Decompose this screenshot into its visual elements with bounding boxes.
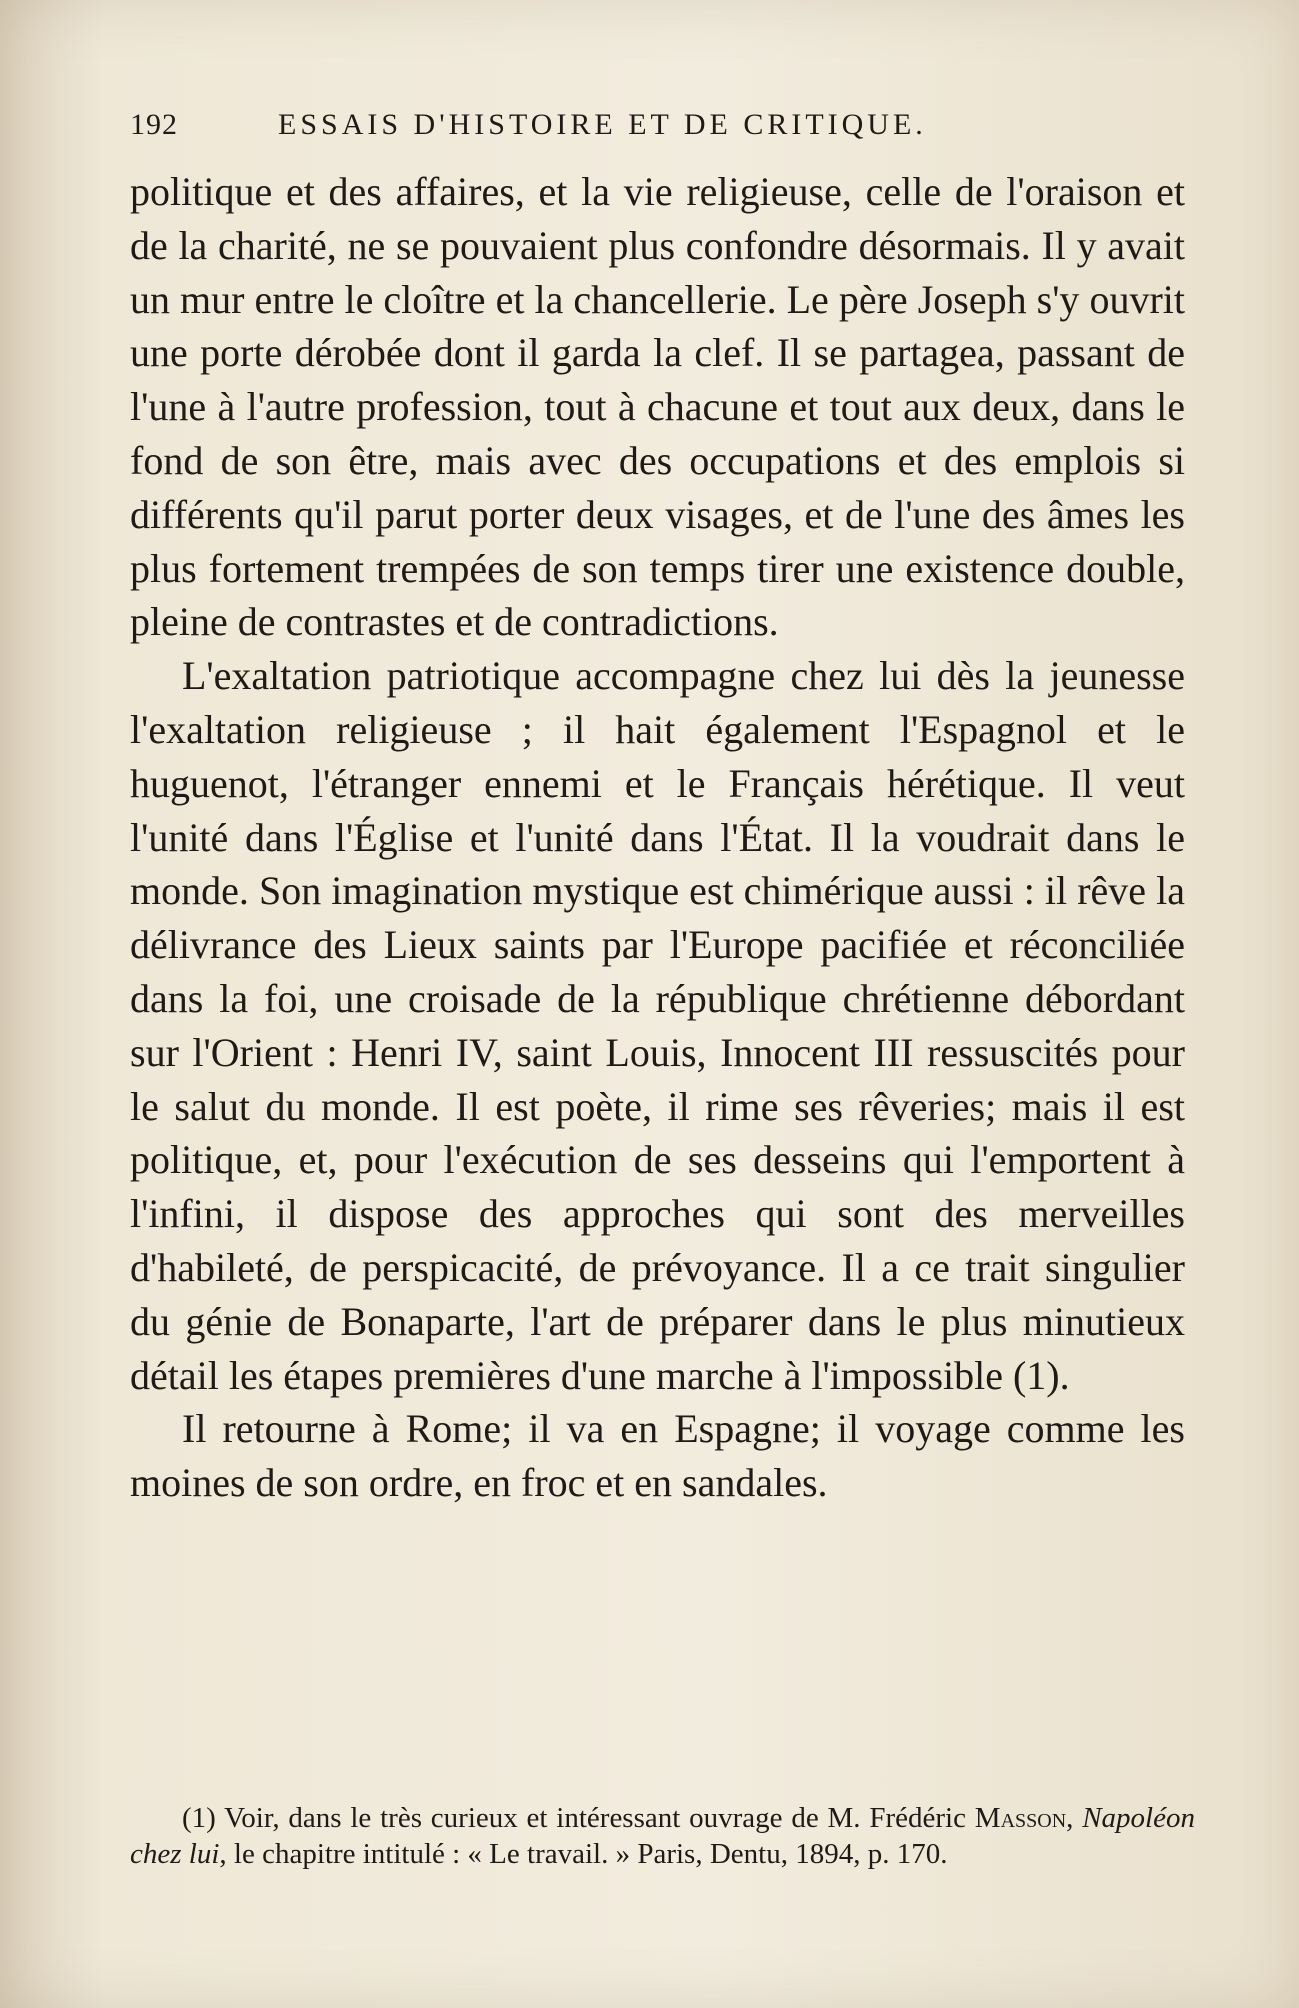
footnote-lead: (1) Voir, dans le très curieux et intéressant ouvrage de M. Frédéric xyxy=(182,1802,975,1834)
footnote-text xyxy=(130,1800,1195,1872)
running-head: ESSAIS D'HISTOIRE ET DE CRITIQUE. xyxy=(278,108,927,141)
footnote-book-title: Napoléon chez lui xyxy=(130,1802,1195,1870)
paragraph-continuation: politique et des affaires, et la vie religieuse, celle de l'oraison et de la charité, ne se pouvaient plus confondre désormais. Il y avait un mur entre le cloître et la chancellerie. Le père Joseph s'y ouvrit une porte dérobée dont il garda la clef. Il se partagea, passant de l'une à l'autre profession, tout à chacune et tout aux deux, dans le fond de son être, mais avec des occupations et des emplois si différents qu'il parut porter deux visages, et de l'une des âmes les plus fortement trempées de son temps tirer une existence double, pleine de contrastes et de contradictions. xyxy=(130,169,1185,645)
footnote-author: Masson xyxy=(974,1802,1067,1834)
page-header xyxy=(130,108,1030,148)
paragraph-exaltation: L'exaltation patriotique accompagne chez lui dès la jeunesse l'exaltation religieuse ; il hait également l'Espagnol et le huguenot, l'étranger ennemi et le Français hérétique. Il veut l'unité dans l'Église et l'unité dans l'État. Il la voudrait dans le monde. Son imagination mystique est chimérique aussi : il rêve la délivrance des Lieux saints par l'Europe pacifiée et réconciliée dans la foi, une croisade de la république chrétienne débordant sur l'Orient : Henri IV, saint Louis, Innocent III ressuscités pour le salut du monde. Il est poète, il rime ses rêveries; mais il est politique, et, pour l'exécution de ses desseins qui l'emportent à l'infini, il dispose des approches qui sont des merveilles d'habileté, de perspicacité, de prévoyance. Il a ce trait singulier du génie de Bonaparte, l'art de préparer dans le plus minutieux détail les étapes premières d'une marche à l'impossible (1). xyxy=(130,653,1185,1398)
footnote-tail: , le chapitre intitulé : « Le travail. » Paris, Dentu, 1894, p. 170. xyxy=(219,1838,948,1870)
paragraph-voyages: Il retourne à Rome; il va en Espagne; il voyage comme les moines de son ordre, en froc et en sandales. xyxy=(130,1406,1185,1506)
footnote xyxy=(130,1800,1195,1872)
page-number: 192 xyxy=(130,108,178,141)
footnote-separator: , xyxy=(1066,1802,1083,1834)
main-text xyxy=(130,165,1185,1510)
